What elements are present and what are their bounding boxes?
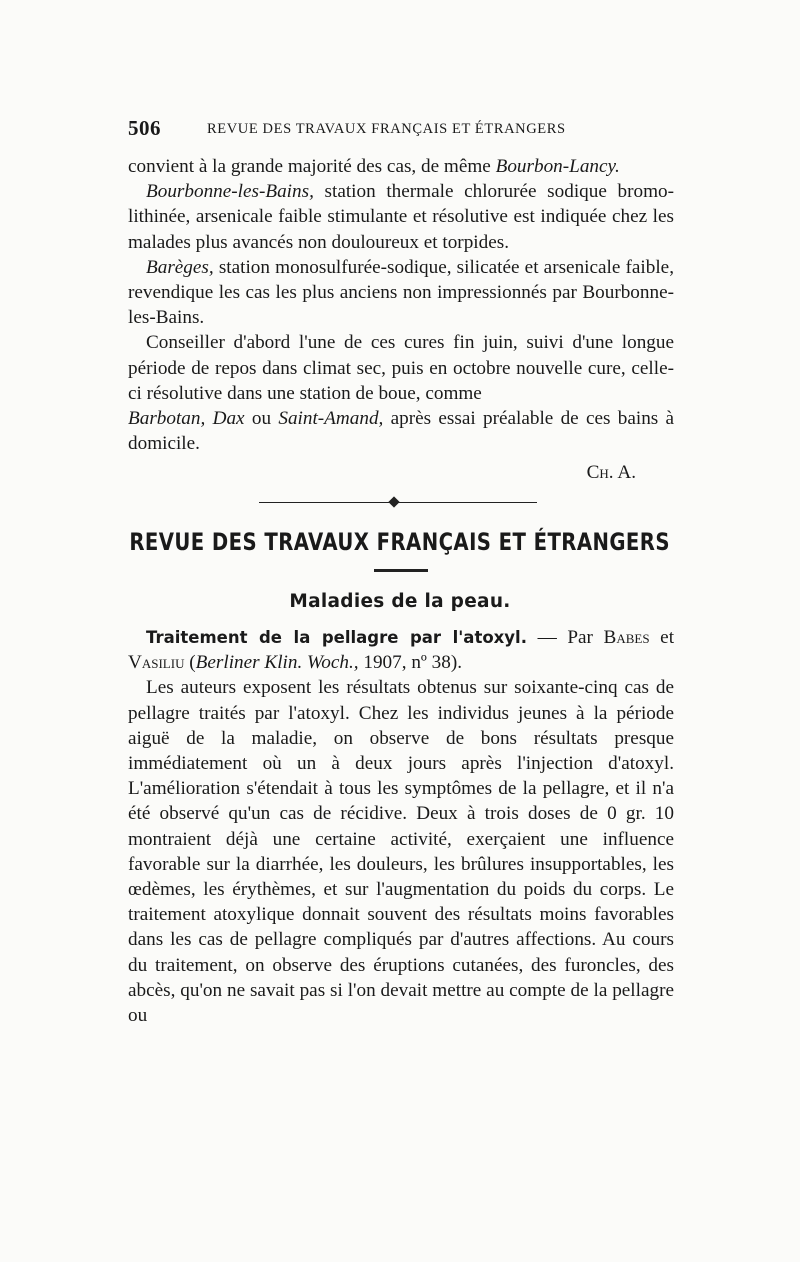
author-name: Vasiliu [128,652,185,674]
author-name: Babes [603,627,650,648]
subsection-heading: Maladies de la peau. [289,591,511,612]
running-head-title: REVUE DES TRAVAUX FRANÇAIS ET ÉTRANGERS [207,121,566,137]
heading-rule [374,569,428,572]
author-signature: Ch. A. [586,462,636,484]
ornamental-divider [259,497,537,509]
article-block [128,625,674,1028]
paragraph-conseiller: Conseiller d'abord l'une de ces cures fin juin, suivi d'une longue période de repos dans climat sec, puis en octobre nouvelle cure, celle-ci résolutive dans une station de boue, comme Barbotan, Dax ou Saint-Amand, après essai préalable de ces bains à domicile. [128,332,675,455]
paragraph-bareges: Barèges, station monosulfurée-sodique, silicatée et arsenicale faible, revendique les cas les plus anciens non impressionnés par Bourbonne-les-Bains. [128,256,674,329]
section-heading: REVUE DES TRAVAUX FRANÇAIS ET ÉTRANGERS [129,528,670,556]
paragraph-bourbon-lancy: convient à la grande majorité des cas, de même Bourbon-Lancy. [128,156,620,177]
running-head [128,116,676,140]
diamond-ornament-icon [388,496,399,507]
journal-source: Berliner Klin. Woch., [195,652,359,674]
continued-text-block [128,154,674,486]
page-number: 506 [128,116,161,140]
article-body: Les auteurs exposent les résultats obtenus sur soixante-cinq cas de pellagre traités par l'atoxyl. Chez les individus jeunes à la période aiguë de la maladie, on observe de bons résultats presque immédiatement où un à deux jours après l'injection d'atoxyl. L'amélioration s'étendait à tous les symptômes de la pellagre, et il n'a été observé qu'un cas de récidive. Deux à trois doses de 0 gr. 10 montraient déjà une certaine activité, exerçaient une influence favorable sur la diarrhée, les douleurs, les brûlures insupportables, les œdèmes, les érythèmes, et sur l'augmentation du poids du corps. Le traitement atoxylique donnait souvent des résultats moins favorables dans les cas de pellagre compliqués par d'autres affections. Au cours du traitement, on observe des éruptions cutanées, des furoncles, des abcès, qu'on ne savait pas si l'on devait mettre au compte de la pellagre ou [128,677,674,1027]
paragraph-bourbonne: Bourbonne-les-Bains, station thermale chlorurée sodique bromo-lithinée, arsenicale faible stimulante et résolutive est indiquée chez les malades plus avancés non douloureux et torpides. [128,181,675,253]
article-title: Traitement de la pellagre par l'atoxyl. [146,628,527,647]
article-citation: Traitement de la pellagre par l'atoxyl. — Par Babes et Vasiliu (Berliner Klin. Woch., 1907, nº 38). [128,627,675,674]
